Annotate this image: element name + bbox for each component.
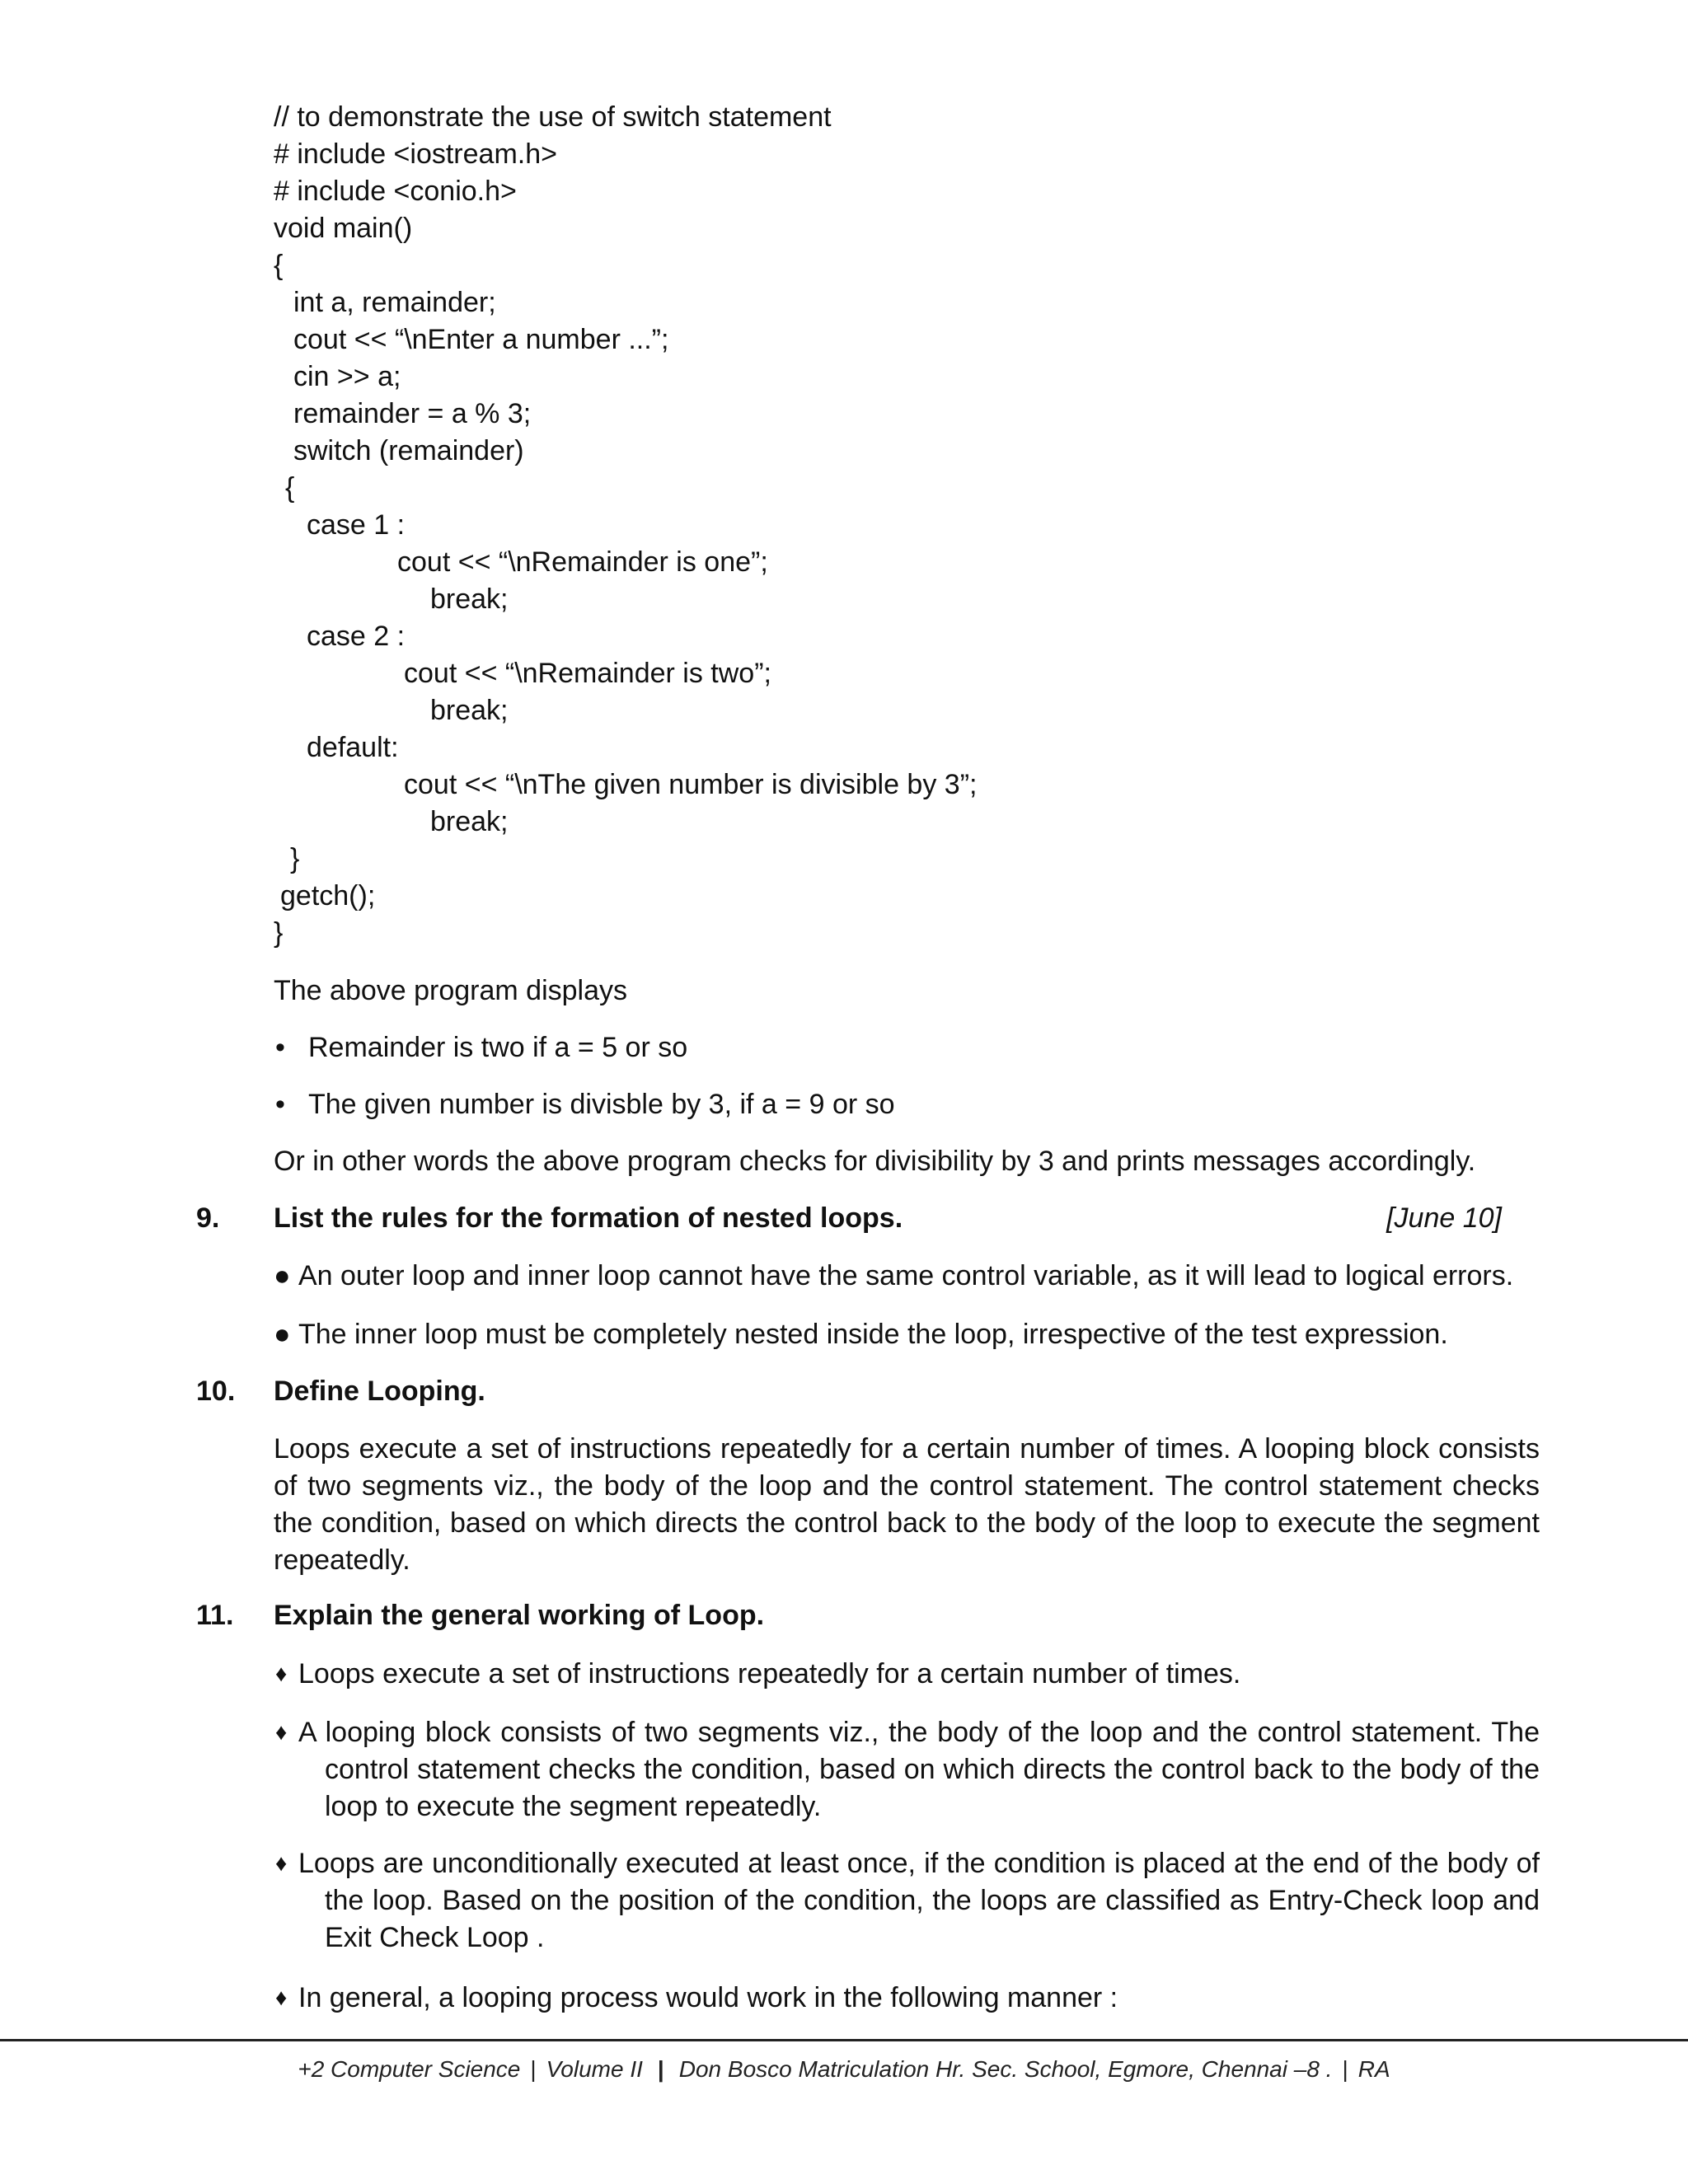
q10-answer: Loops execute a set of instructions repeatedly for a certain number of times. A looping block consists of two segments viz., the body of the loop and the control statement. The control statement checks the condition, based on which directs the control back to the body of the loop to execute the segment repeatedly. — [274, 1433, 1540, 1576]
diamond-bullet-icon: ♦ — [275, 1719, 288, 1745]
q11-point-3: Loops are unconditionally executed at least once, if the condition is placed at the end of the body of the loop. Based on the position of the condition, the loops are classified as Entry-Check loop and Exit Check Loop . — [298, 1848, 1540, 1953]
code-line: # include <conio.h> — [274, 176, 517, 207]
code-line: { — [285, 472, 295, 504]
code-line: case 2 : — [307, 621, 406, 652]
code-line: switch (remainder) — [293, 435, 524, 466]
code-line: cout << “\nRemainder is one”; — [397, 546, 768, 578]
diamond-bullet-icon: ♦ — [275, 1850, 288, 1876]
diamond-bullet-icon: ♦ — [275, 1985, 288, 2010]
q9-rule-1: An outer loop and inner loop cannot have the same control variable, as it will lead to logical errors. — [298, 1260, 1514, 1291]
code-line: // to demonstrate the use of switch statement — [274, 101, 832, 133]
code-line: break; — [430, 695, 509, 726]
code-line: case 1 : — [307, 509, 406, 541]
code-line: cin >> a; — [293, 361, 401, 392]
bullet-icon: ● — [274, 1260, 291, 1291]
code-line: cout << “\nEnter a number ...”; — [293, 324, 669, 355]
output-bullet-2: The given number is divisble by 3, if a = 9 or so — [308, 1089, 895, 1120]
footer-subject: +2 Computer Science — [298, 2056, 521, 2082]
code-line: cout << “\nThe given number is divisible by 3”; — [404, 769, 978, 800]
code-line: void main() — [274, 213, 413, 244]
question-number-10: 10. — [196, 1376, 236, 1407]
q11-point-2: A looping block consists of two segments viz., the body of the loop and the control statement. The control statement checks the condition, based on which directs the control back to the body of the loop to execute the segment repeatedly. — [298, 1717, 1540, 1822]
question-10-text: Define Looping. — [274, 1376, 485, 1407]
footer-separator: | — [530, 2056, 537, 2082]
bullet-icon: • — [275, 1089, 285, 1120]
bullet-icon: • — [275, 1032, 285, 1063]
footer-separator: | — [657, 2056, 664, 2082]
footer-divider — [0, 2039, 1688, 2041]
footer-volume: Volume II — [546, 2056, 643, 2082]
code-line: getch(); — [280, 880, 376, 912]
q11-point-1: Loops execute a set of instructions repeatedly for a certain number of times. — [298, 1658, 1241, 1690]
code-line: break; — [430, 583, 509, 615]
question-11-text: Explain the general working of Loop. — [274, 1600, 765, 1631]
q11-point-4: In general, a looping process would work in the following manner : — [298, 1982, 1118, 2013]
code-line: break; — [430, 806, 509, 837]
bullet-icon: ● — [274, 1319, 291, 1350]
code-line: } — [274, 917, 284, 949]
diamond-bullet-icon: ♦ — [275, 1661, 288, 1686]
footer-separator: | — [1342, 2056, 1348, 2082]
code-line: cout << “\nRemainder is two”; — [404, 658, 771, 689]
code-line: { — [274, 250, 284, 281]
page-footer — [0, 2053, 1688, 2086]
footer-initials: RA — [1357, 2056, 1390, 2082]
code-line: # include <iostream.h> — [274, 138, 557, 170]
footer-school: Don Bosco Matriculation Hr. Sec. School, Egmore, Chennai –8 . — [678, 2056, 1333, 2082]
program-output-intro: The above program displays — [274, 975, 628, 1006]
question-9-text: List the rules for the formation of nested loops. — [274, 1202, 903, 1234]
code-line: default: — [307, 732, 399, 763]
question-number-11: 11. — [196, 1600, 234, 1631]
code-line: remainder = a % 3; — [293, 398, 532, 429]
code-line: } — [290, 843, 300, 874]
q9-rule-2: The inner loop must be completely nested inside the loop, irrespective of the test expression. — [298, 1319, 1448, 1350]
program-conclusion: Or in other words the above program checks for divisibility by 3 and prints messages accordingly. — [274, 1146, 1476, 1177]
code-line: int a, remainder; — [293, 287, 496, 318]
output-bullet-1: Remainder is two if a = 5 or so — [308, 1032, 688, 1063]
question-9-exam-tag: [June 10] — [1386, 1202, 1502, 1234]
question-number-9: 9. — [196, 1202, 220, 1234]
